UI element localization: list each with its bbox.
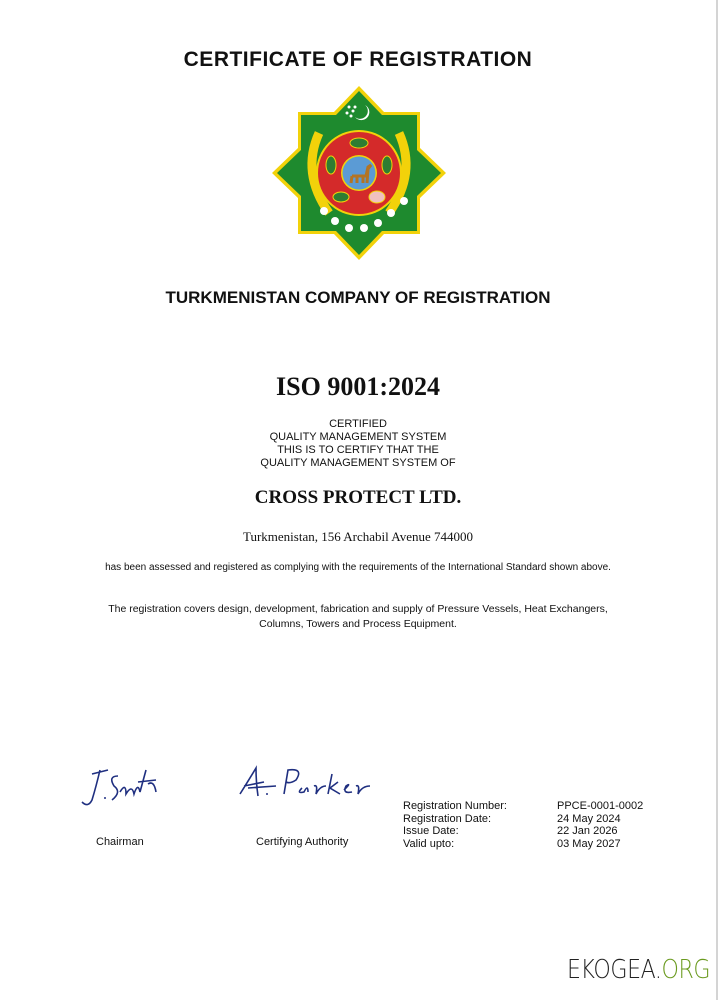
detail-label: Issue Date: [403,825,459,837]
registration-details [403,800,643,850]
certified-line: QUALITY MANAGEMENT SYSTEM OF [260,457,456,469]
certifying-authority-label: Certifying Authority [256,836,349,848]
watermark-logo [567,955,710,985]
certified-line: THIS IS TO CERTIFY THAT THE [277,444,439,456]
certified-line: CERTIFIED [329,418,387,430]
detail-value: PPCE-0001-0002 [557,800,644,812]
watermark-text-accent: ORG [661,955,711,985]
iso-standard: ISO 9001:2024 [276,372,440,401]
certified-line: QUALITY MANAGEMENT SYSTEM [269,431,447,443]
issuer-name: TURKMENISTAN COMPANY OF REGISTRATION [165,288,551,307]
organization-name: CROSS PROTECT LTD. [254,487,462,508]
detail-value: 24 May 2024 [557,812,621,825]
page-edge [716,0,718,1000]
detail-row [403,825,643,838]
turkmenistan-emblem-icon [272,86,446,260]
watermark-text: EKOGEA. [567,955,662,985]
certificate-title: CERTIFICATE OF REGISTRATION [183,48,533,71]
detail-row [403,813,643,826]
chairman-label: Chairman [96,836,144,848]
detail-row [403,838,643,851]
detail-label: Registration Date: [403,812,492,825]
assessment-statement: has been assessed and registered as complying with the requirements of the International Standard shown above. [105,562,611,573]
organization-address: Turkmenistan, 156 Archabil Avenue 744000 [242,529,473,544]
detail-value: 22 Jan 2026 [557,825,618,837]
detail-value: 03 May 2027 [557,837,621,850]
detail-label: Valid upto: [403,837,455,850]
detail-label: Registration Number: [403,800,507,812]
certified-statement [0,418,716,470]
detail-row [403,800,643,813]
certifying-authority-signature [236,764,381,804]
scope-statement: The registration covers design, development, fabrication and supply of Pressure Vessels, Heat Exchangers, Columns, Towers and Process Equipment. [108,603,608,630]
chairman-signature [78,762,168,812]
